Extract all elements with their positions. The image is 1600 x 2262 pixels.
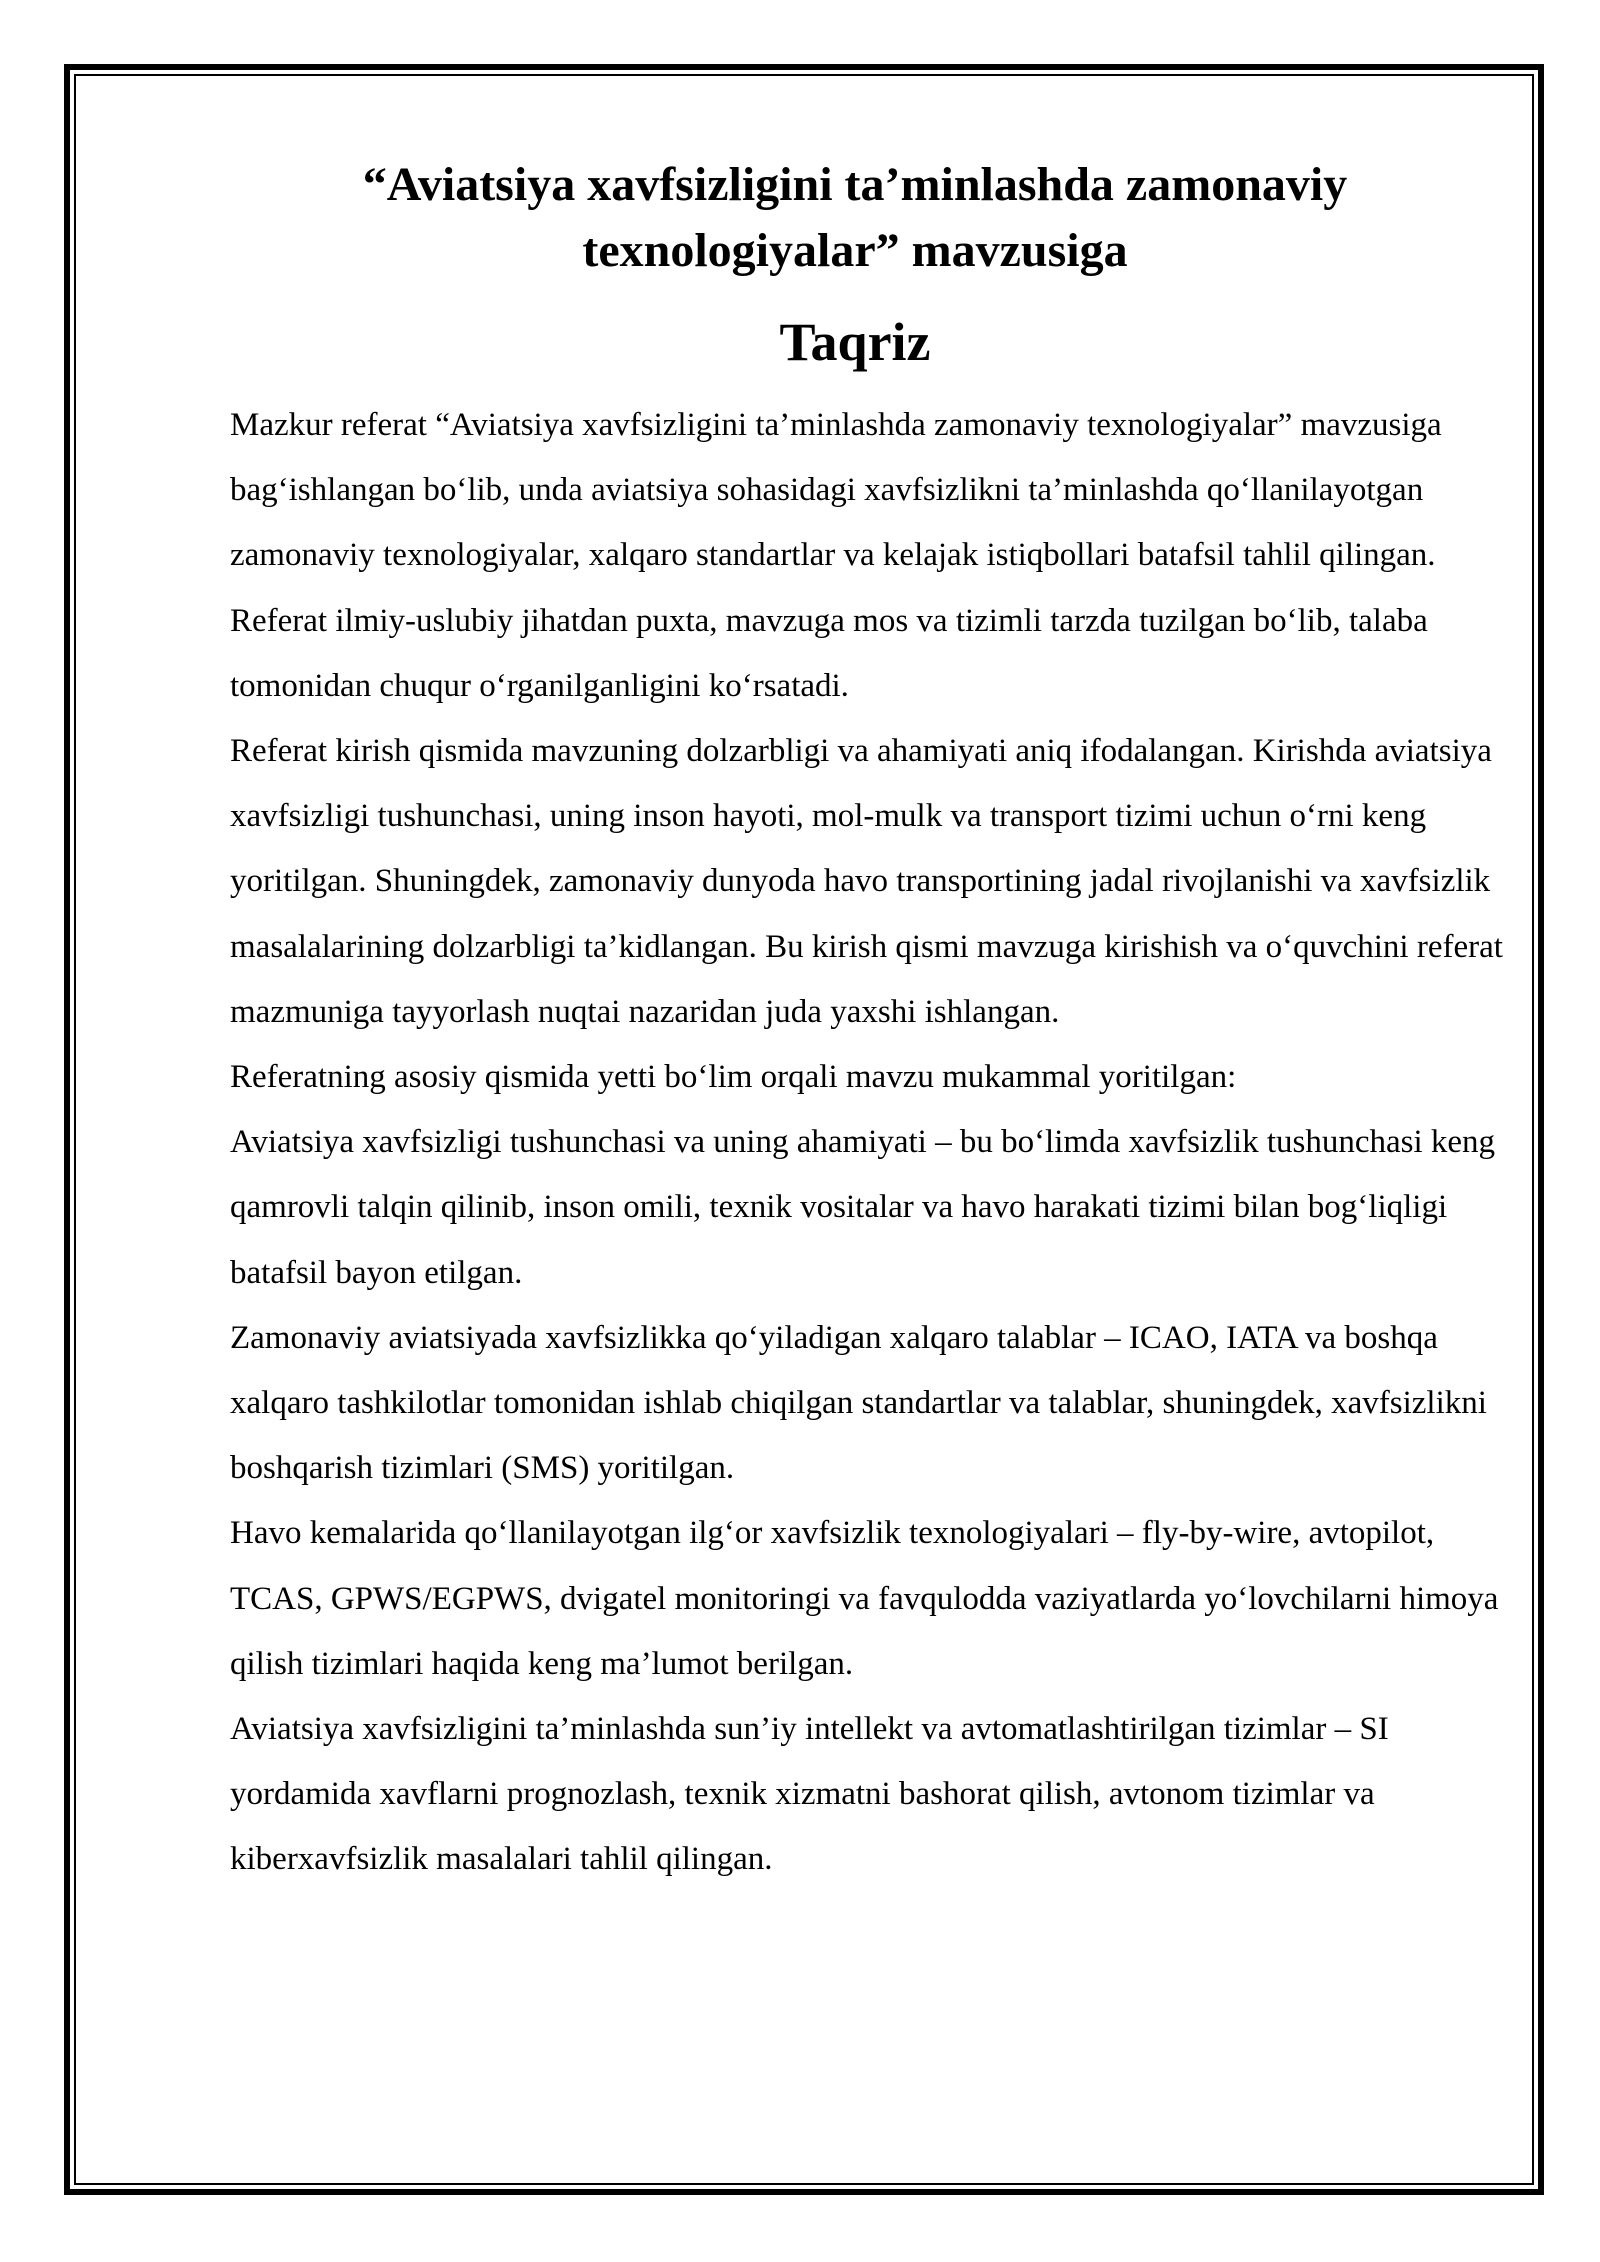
paragraph: Aviatsiya xavfsizligini ta’minlashda sun’iy intellekt va avtomatlashtirilgan tizimlar – SI yordamida xavflarni prognozlash, texnik xizmatni bashorat qilish, avtonom tizimlar va kiberxavfsizlik masalalari tahlil qilingan. <box>230 1711 1389 1878</box>
paragraph: Mazkur referat “Aviatsiya xavfsizligini ta’minlashda zamonaviy texnologiyalar” mavzusiga bag‘ishlangan bo‘lib, unda aviatsiya sohasidagi xavfsizlikni ta’minlashda qo‘llanilayotgan zamonaviy texnologiyalar, xalqaro standartlar va kelajak istiqbollari batafsil tahlil qilingan. Referat ilmiy-uslubiy jihatdan puxta, mavzuga mos va tizimli tarzda tuzilgan bo‘lib, talaba tomonidan chuqur o‘rganilganligini ko‘rsatadi. <box>230 407 1442 704</box>
paragraph: Aviatsiya xavfsizligi tushunchasi va uning ahamiyati – bu bo‘limda xavfsizlik tushunchasi keng qamrovli talqin qilinib, inson omili, texnik vositalar va havo harakati tizimi bilan bog‘liqligi batafsil bayon etilgan. <box>230 1124 1496 1291</box>
document-body <box>230 393 1515 1893</box>
paragraph: Referatning asosiy qismida yetti bo‘lim orqali mavzu mukammal yoritilgan: <box>230 1059 1237 1096</box>
paragraph: Referat kirish qismida mavzuning dolzarbligi va ahamiyati aniq ifodalangan. Kirishda aviatsiya xavfsizligi tushunchasi, uning inson hayoti, mol-mulk va transport tizimi uchun o‘rni keng yoritilgan. Shuningdek, zamonaviy dunyoda havo transportining jadal rivojlanishi va xavfsizlik masalalarining dolzarbligi ta’kidlangan. Bu kirish qismi mavzuga kirishish va o‘quvchini referat mazmuniga tayyorlash nuqtai nazaridan juda yaxshi ishlangan. <box>230 733 1503 1030</box>
document-subtitle: Taqriz <box>779 312 931 372</box>
document-title: “Aviatsiya xavfsizligini ta’minlashda zamonaviy texnologiyalar” mavzusiga <box>362 158 1348 277</box>
paragraph: Havo kemalarida qo‘llanilayotgan ilg‘or xavfsizlik texnologiyalari – fly-by-wire, avtopilot, TCAS, GPWS/EGPWS, dvigatel monitoringi va favqulodda vaziyatlarda yo‘lovchilarni himoya qilish tizimlari haqida keng ma’lumot berilgan. <box>230 1515 1499 1682</box>
paragraph: Zamonaviy aviatsiyada xavfsizlikka qo‘yiladigan xalqaro talablar – ICAO, IATA va boshqa xalqaro tashkilotlar tomonidan ishlab chiqilgan standartlar va talablar, shuningdek, xavfsizlikni boshqarish tizimlari (SMS) yoritilgan. <box>230 1319 1487 1487</box>
